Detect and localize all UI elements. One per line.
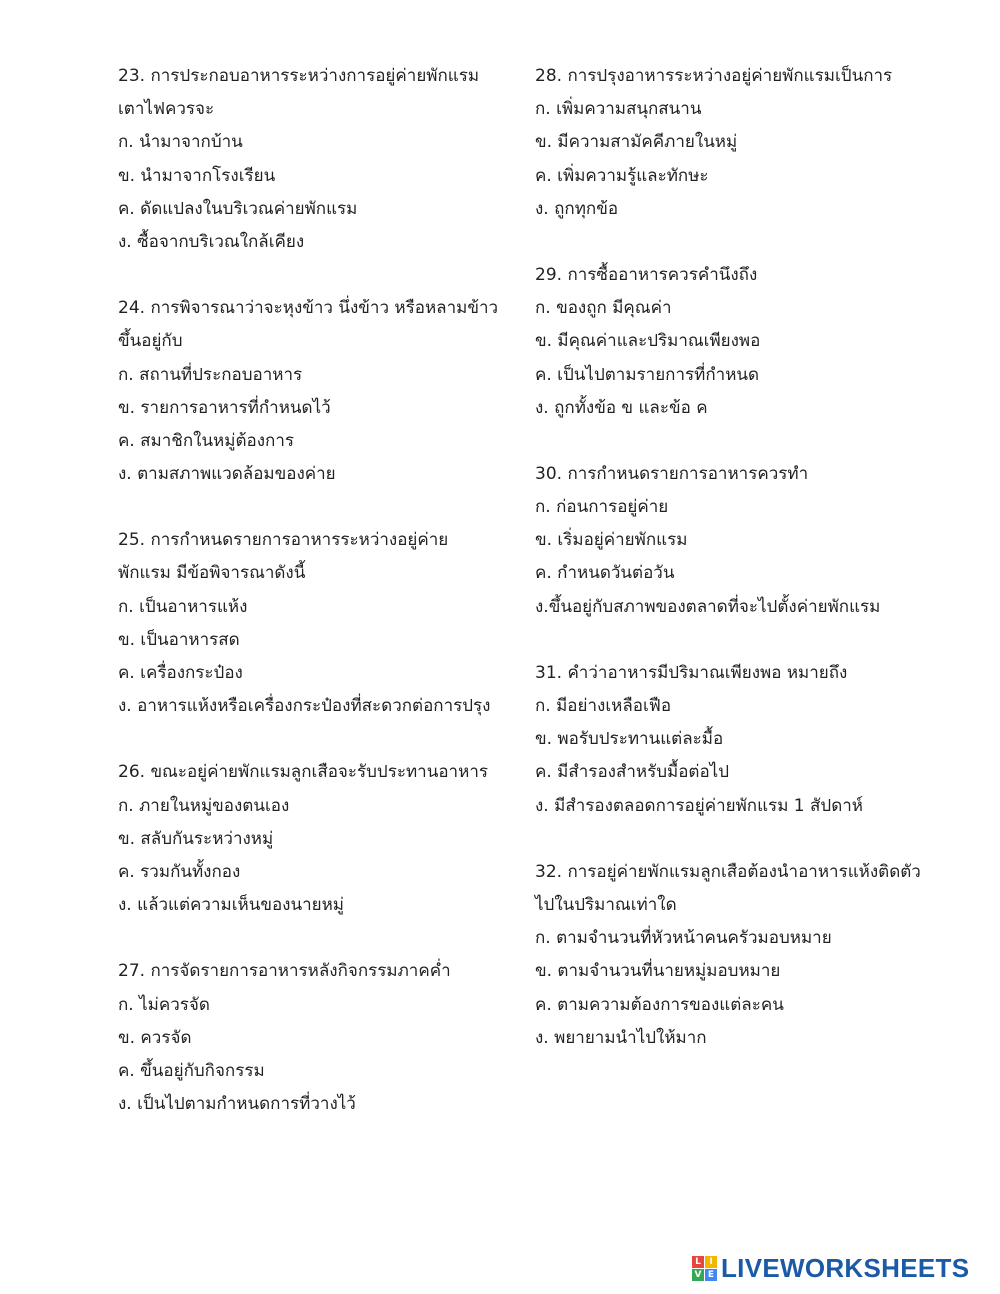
question-line: ค. เพิ่มความรู้และทักษะ bbox=[535, 165, 709, 186]
question-line: ง. ซื้อจากบริเวณใกล้เคียง bbox=[118, 231, 305, 252]
question-block bbox=[118, 292, 528, 491]
question-line: ก. ของถูก มีคุณค่า bbox=[535, 298, 672, 319]
question-line: เตาไฟควรจะ bbox=[118, 99, 215, 120]
question-line: ค. เครื่องกระป๋อง bbox=[118, 663, 243, 683]
question-line: ก. ก่อนการอยู่ค่าย bbox=[535, 497, 669, 518]
question-line: ข. ตามจำนวนที่นายหมู่มอบหมาย bbox=[535, 961, 781, 982]
question-block bbox=[118, 60, 528, 259]
question-line: ก. ไม่ควรจัด bbox=[118, 994, 210, 1015]
question-text: 23. การประกอบอาหารระหว่างการอยู่ค่ายพักแรม bbox=[118, 66, 480, 86]
question-line: ง. มีสำรองตลอดการอยู่ค่ายพักแรม 1 สัปดาห์ bbox=[535, 795, 863, 816]
question-line: ค. รวมกันทั้งกอง bbox=[118, 861, 241, 882]
question-line: ข. ควรจัด bbox=[118, 1027, 192, 1048]
question-line: ข. เป็นอาหารสด bbox=[118, 629, 240, 650]
question-line: ก. มีอย่างเหลือเฟือ bbox=[535, 696, 672, 716]
question-line: ค. เป็นไปตามรายการที่กำหนด bbox=[535, 364, 760, 385]
question-line: ค. สมาชิกในหมู่ต้องการ bbox=[118, 430, 294, 451]
question-line: ง. แล้วแต่ความเห็นของนายหมู่ bbox=[118, 895, 345, 916]
question-text: 25. การกำหนดรายการอาหารระหว่างอยู่ค่าย bbox=[118, 530, 449, 551]
question-line: ง. อาหารแห้งหรือเครื่องกระป๋องที่สะดวกต่อการปรุง bbox=[118, 696, 491, 717]
question-text: 29. การซื้ออาหารควรคำนึงถึง bbox=[535, 264, 758, 285]
question-line: ข. มีคุณค่าและปริมาณเพียงพอ bbox=[535, 331, 761, 352]
question-block bbox=[535, 856, 975, 1055]
question-line: ก. ตามจำนวนที่หัวหน้าคนครัวมอบหมาย bbox=[535, 928, 832, 949]
question-line: ง. เป็นไปตามกำหนดการที่วางไว้ bbox=[118, 1094, 356, 1115]
question-line: ก. เพิ่มความสนุกสนาน bbox=[535, 99, 702, 120]
question-line: ง. ถูกทั้งข้อ ข และข้อ ค bbox=[535, 397, 708, 418]
question-block bbox=[118, 524, 528, 723]
logo-mark-letter: I bbox=[705, 1256, 717, 1268]
question-line: ง. ถูกทุกข้อ bbox=[535, 198, 619, 219]
logo-mark-letter: E bbox=[705, 1269, 717, 1281]
question-line: พักแรม มีข้อพิจารณาดังนี้ bbox=[118, 563, 306, 584]
question-line: ค. ตามความต้องการของแต่ละคน bbox=[535, 994, 784, 1015]
liveworksheets-mark-icon bbox=[692, 1256, 717, 1281]
logo-mark-letter: L bbox=[692, 1256, 704, 1268]
question-line: ข. นำมาจากโรงเรียน bbox=[118, 165, 276, 186]
question-block bbox=[535, 60, 975, 226]
question-line: ขึ้นอยู่กับ bbox=[118, 331, 183, 352]
logo-text: LIVEWORKSHEETS bbox=[721, 1252, 970, 1283]
left-column bbox=[118, 60, 528, 1154]
question-line: ข. เริ่มอยู่ค่ายพักแรม bbox=[535, 530, 688, 551]
question-block bbox=[535, 458, 975, 624]
question-text: 28. การปรุงอาหารระหว่างอยู่ค่ายพักแรมเป็นการ bbox=[535, 66, 893, 86]
question-line: ข. สลับกันระหว่างหมู่ bbox=[118, 828, 274, 849]
question-line: ก. สถานที่ประกอบอาหาร bbox=[118, 364, 303, 385]
question-line: ข. พอรับประทานแต่ละมื้อ bbox=[535, 729, 724, 750]
question-text: 30. การกำหนดรายการอาหารควรทำ bbox=[535, 463, 809, 484]
question-line: ค. กำหนดวันต่อวัน bbox=[535, 563, 675, 584]
question-block bbox=[118, 756, 528, 922]
question-text: 31. คำว่าอาหารมีปริมาณเพียงพอ หมายถึง bbox=[535, 662, 848, 683]
question-text: 26. ขณะอยู่ค่ายพักแรมลูกเสือจะรับประทานอาหาร bbox=[118, 762, 488, 783]
question-line: ข. มีความสามัคคีภายในหมู่ bbox=[535, 132, 738, 153]
question-block bbox=[535, 259, 975, 425]
question-line: ง. ตามสภาพแวดล้อมของค่าย bbox=[118, 464, 336, 485]
liveworksheets-logo bbox=[692, 1254, 969, 1282]
question-text: 27. การจัดรายการอาหารหลังกิจกรรมภาคค่ำ bbox=[118, 961, 451, 982]
question-line: ก. เป็นอาหารแห้ง bbox=[118, 596, 248, 617]
question-line: ค. มีสำรองสำหรับมื้อต่อไป bbox=[535, 762, 730, 783]
question-line: ง. พยายามนำไปให้มาก bbox=[535, 1027, 707, 1048]
question-line: ค. ดัดแปลงในบริเวณค่ายพักแรม bbox=[118, 198, 358, 219]
question-block bbox=[535, 657, 975, 823]
question-line: ข. รายการอาหารที่กำหนดไว้ bbox=[118, 397, 331, 418]
question-line: ค. ขึ้นอยู่กับกิจกรรม bbox=[118, 1060, 265, 1081]
question-block bbox=[118, 955, 528, 1121]
question-text: 32. การอยู่ค่ายพักแรมลูกเสือต้องนำอาหารแห้งติดตัว bbox=[535, 861, 921, 882]
question-text: 24. การพิจารณาว่าจะหุงข้าว นึ่งข้าว หรือหลามข้าว bbox=[118, 298, 499, 319]
question-line: ง.ขึ้นอยู่กับสภาพของตลาดที่จะไปตั้งค่ายพักแรม bbox=[535, 596, 881, 617]
right-column bbox=[535, 60, 975, 1088]
question-line: ก. ภายในหมู่ของตนเอง bbox=[118, 795, 290, 816]
question-line: ไปในปริมาณเท่าใด bbox=[535, 894, 677, 915]
logo-mark-letter: V bbox=[692, 1269, 704, 1281]
question-line: ก. นำมาจากบ้าน bbox=[118, 132, 243, 153]
